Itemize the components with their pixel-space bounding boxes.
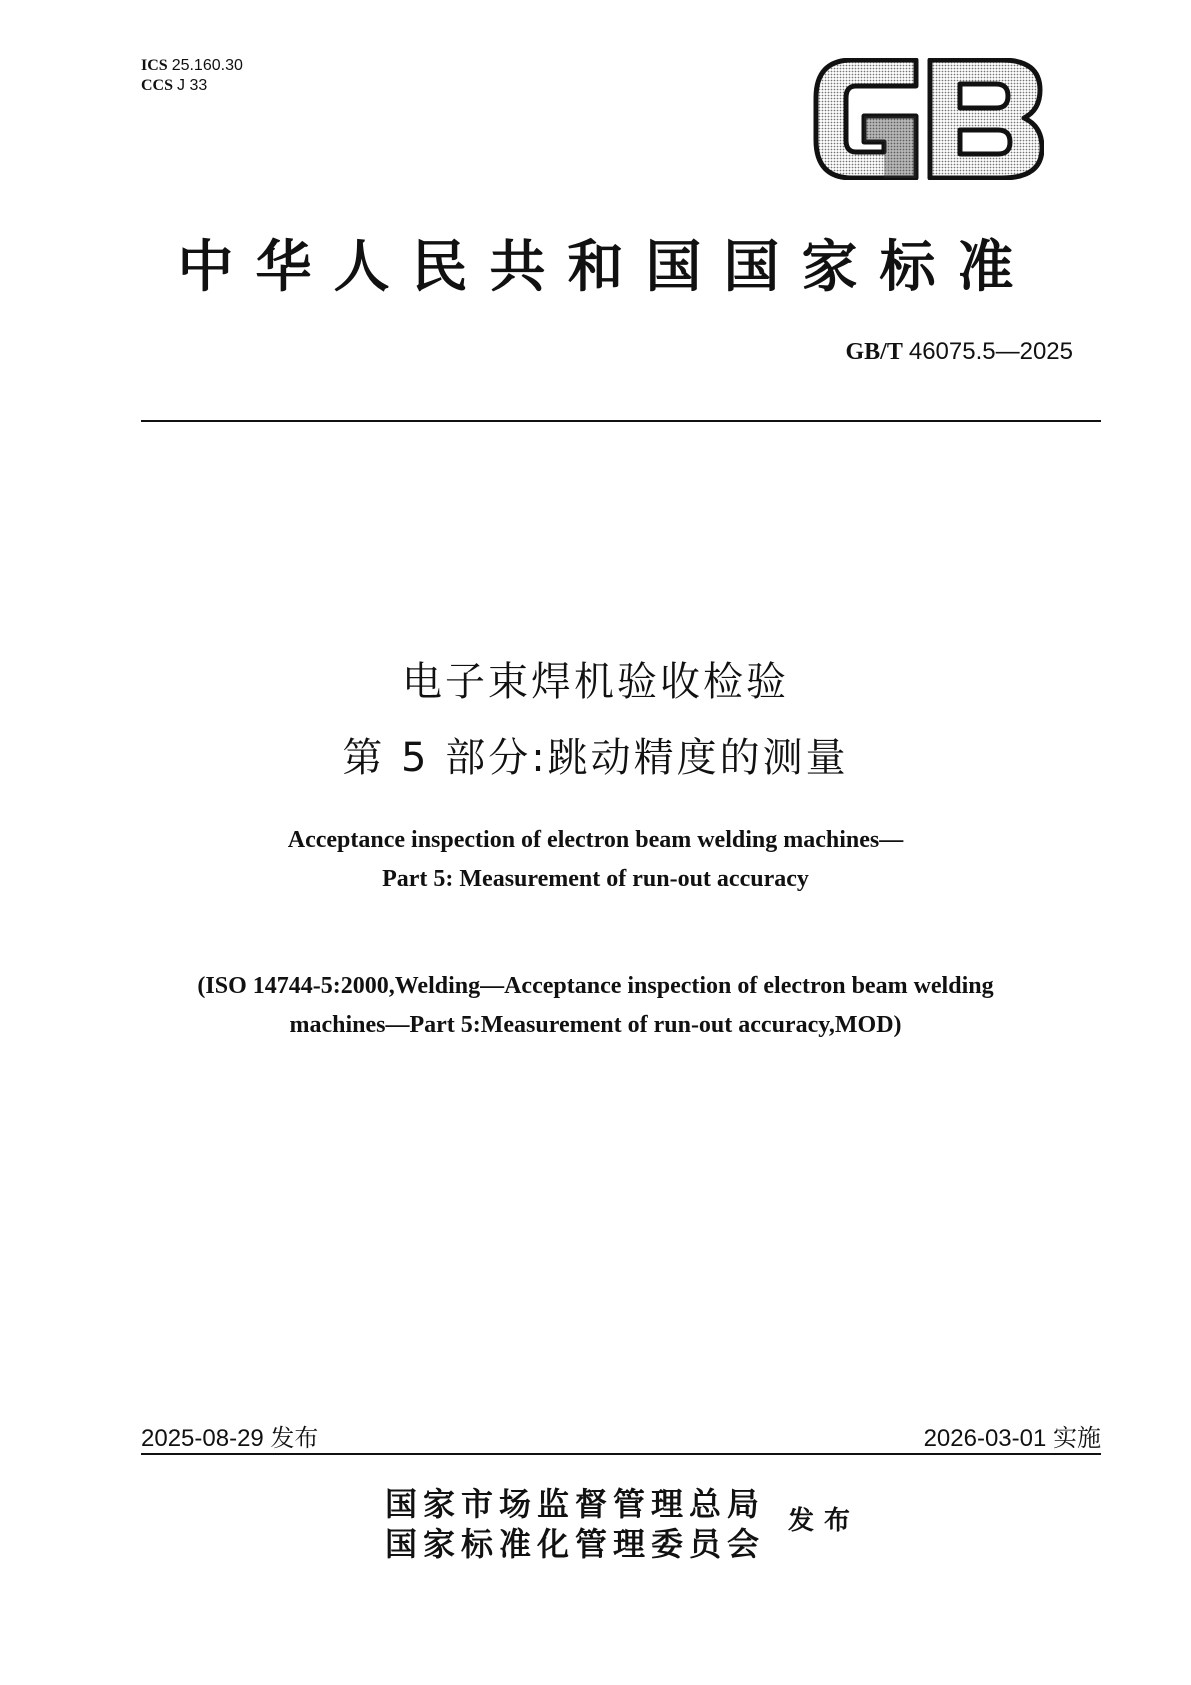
issuing-authorities: [385, 1484, 765, 1564]
ccs-code: [141, 76, 243, 96]
ics-value: 25.160.30: [171, 57, 243, 74]
issue-date: 2025-08-29 发布: [141, 1425, 319, 1452]
iso-reference-line1: (ISO 14744-5:2000,Welding—Acceptance inspection of electron beam welding: [197, 973, 994, 999]
ccs-value: J 33: [177, 77, 208, 94]
ccs-label: CCS: [141, 77, 174, 94]
gb-logo: [812, 58, 1044, 180]
classification-codes: [141, 56, 243, 96]
standard-code: GB/T: [845, 339, 903, 365]
top-divider: [141, 420, 1101, 422]
implementation-date: 2026-03-01 实施: [923, 1425, 1101, 1452]
title-cn-line2: 第 5 部分:跳动精度的测量: [342, 735, 849, 781]
title-en-line1: Acceptance inspection of electron beam welding machines—: [287, 827, 904, 853]
ics-label: ICS: [141, 57, 168, 74]
standard-number-value: 46075.5—2025: [908, 338, 1073, 365]
standard-number: [845, 338, 1073, 366]
publish-label: 发布: [788, 1506, 861, 1536]
issuer-sac: 国家标准化管理委员会: [385, 1525, 766, 1563]
national-standard-heading: 中华人民共和国国家标准: [177, 234, 1036, 300]
ics-code: [141, 56, 243, 76]
iso-reference-line2: machines—Part 5:Measurement of run-out accuracy,MOD): [289, 1012, 902, 1038]
title-en-line2: Part 5: Measurement of run-out accuracy: [382, 866, 809, 892]
bottom-divider: [141, 1453, 1101, 1455]
title-cn-line1: 电子束焊机验收检验: [402, 659, 789, 705]
issuer-samr: 国家市场监督管理总局: [385, 1485, 766, 1523]
